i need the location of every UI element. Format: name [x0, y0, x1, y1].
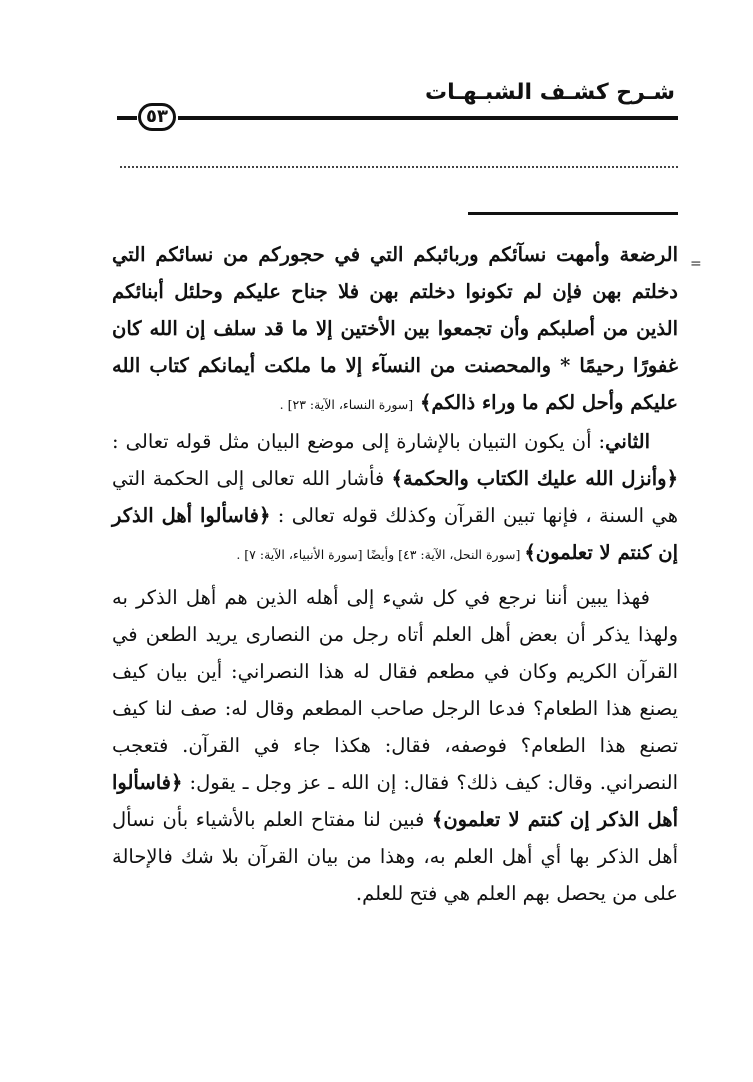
body-text — [112, 236, 678, 912]
dotted-separator — [120, 166, 678, 168]
story-paragraph — [112, 579, 678, 912]
margin-mark: = — [690, 256, 702, 272]
page-number: ٥٣ — [138, 103, 176, 131]
running-header-title: شـرح كشـف الشبـهـات — [424, 80, 675, 105]
verse-text: الرضعة وأمهت نسآئكم وربائبكم التي في حجوركم من نسائكم التي دخلتم بهن فإن لم تكونوا دخلتم بهن فلا جناح عليكم وحلئل أبنائكم الذين من أصلبكم وأن تجمعوا بين الأختين إلا ما قد سلف إن الله كان غفورًا رحيمًا * والمحصنت من النسآء إلا ما ملكت أيمانكم كتاب الله عليكم وأحل لكم ما وراء ذالكم﴾ — [112, 243, 678, 414]
second-quote-1: ﴿وأنزل الله عليك الكتاب والحكمة﴾ — [391, 467, 678, 490]
second-text-2: فأشار الله تعالى إلى الحكمة التي هي السنة ، فإنها تبين القرآن وكذلك قوله تعالى : — [112, 467, 678, 527]
story-text-1: فهذا يبين أننا نرجع في كل شيء إلى أهله الذين هم أهل الذكر به ولهذا يذكر أن بعض أهل العلم أتاه رجل من النصارى يريد الطعن في القرآن الكريم وكان في مطعم فقال له هذا النصراني: أين بيان كيف يصنع هذا الطعام؟ فدعا الرجل صاحب المطعم وقال له: صف لنا كيف تصنع هذا الطعام؟ فوصفه، فقال: هكذا جاء في القرآن. فتعجب النصراني. وقال: كيف ذلك؟ فقال: إن الله ـ عز وجل ـ يقول: — [112, 586, 678, 794]
verse-paragraph — [112, 236, 678, 423]
second-paragraph — [112, 423, 678, 573]
second-reference: [سورة النحل، الآية: ٤٣] وأيضًا [سورة الأنبياء، الآية: ٧] . — [236, 547, 525, 562]
header-rule-left — [117, 116, 137, 120]
story-quote: ﴿فاسألوا أهل الذكر إن كنتم لا تعلمون﴾ — [112, 771, 678, 831]
second-lead: الثاني — [605, 430, 650, 453]
header-rule — [178, 116, 678, 120]
story-text-2: فبين لنا مفتاح العلم بالأشياء بأن نسأل أهل الذكر بها أي أهل العلم به، وهذا من بيان القرآن بلا شك فالإحالة على من يحصل بهم العلم هي فتح للعلم. — [112, 808, 678, 905]
verse-reference: [سورة النساء، الآية: ٢٣] . — [279, 397, 414, 412]
second-text-1: : أن يكون التبيان بالإشارة إلى موضع البيان مثل قوله تعالى : — [112, 430, 606, 453]
second-quote-2: ﴿فاسألوا أهل الذكر إن كنتم لا تعلمون﴾ — [112, 504, 678, 564]
section-rule — [468, 212, 678, 215]
